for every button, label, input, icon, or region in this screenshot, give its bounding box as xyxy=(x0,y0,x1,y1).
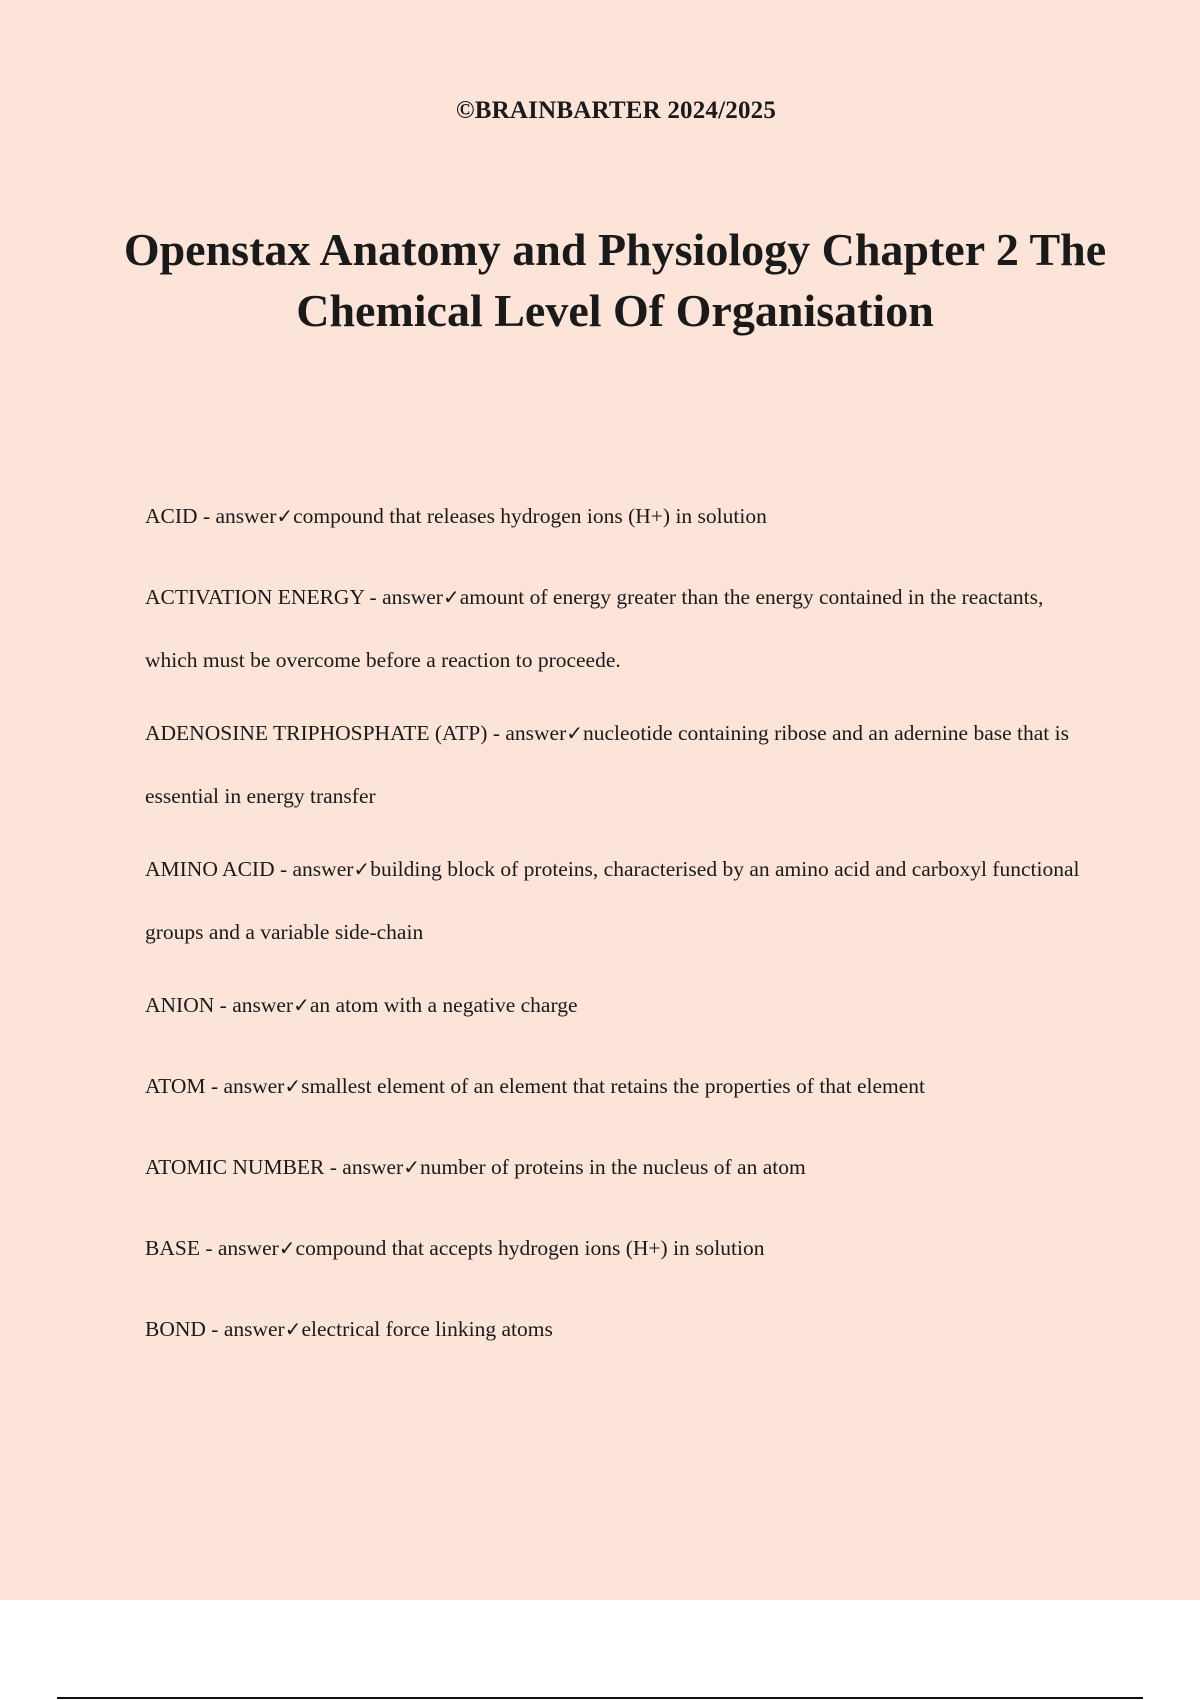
entry-term: ANION xyxy=(145,993,215,1017)
glossary-entry-base xyxy=(145,1217,1090,1280)
check-icon: ✓ xyxy=(566,721,584,745)
glossary-entry-amino-acid xyxy=(145,838,1090,964)
footer-rule xyxy=(57,1697,1143,1699)
entry-term: BASE xyxy=(145,1236,200,1260)
entry-definition: smallest element of an element that retains the properties of that element xyxy=(301,1074,925,1098)
glossary-entry-atom xyxy=(145,1055,1090,1118)
entry-term: BOND xyxy=(145,1317,206,1341)
glossary-entry-bond xyxy=(145,1298,1090,1361)
page-title: Openstax Anatomy and Physiology Chapter 2 The Chemical Level Of Organisation xyxy=(123,224,1107,336)
entry-definition: building block of proteins, characterised by an amino acid and carboxyl functional groups and a variable side-chain xyxy=(145,857,1080,944)
check-icon: ✓ xyxy=(284,1074,302,1098)
entry-term: AMINO ACID xyxy=(145,857,275,881)
entry-separator: - answer xyxy=(214,993,294,1017)
entry-separator: - answer xyxy=(364,585,443,609)
check-icon: ✓ xyxy=(403,1155,420,1179)
entry-term: ACID xyxy=(145,504,198,528)
glossary-entry-atp xyxy=(145,702,1090,828)
glossary-entry-acid xyxy=(145,485,1090,548)
check-icon: ✓ xyxy=(442,585,460,609)
entry-separator: - answer xyxy=(274,857,354,881)
entry-term: ACTIVATION ENERGY xyxy=(145,585,365,609)
copyright-header: ©BRAINBARTER 2024/2025 xyxy=(455,97,777,124)
check-icon: ✓ xyxy=(284,1317,302,1341)
entry-separator: - answer xyxy=(324,1155,404,1179)
glossary-entry-atomic-number xyxy=(145,1136,1090,1199)
entry-definition: number of proteins in the nucleus of an atom xyxy=(419,1155,806,1179)
entry-separator: - answer xyxy=(205,1317,285,1341)
check-icon: ✓ xyxy=(276,504,294,528)
entry-term: ADENOSINE TRIPHOSPHATE (ATP) xyxy=(145,721,488,745)
entry-definition: amount of energy greater than the energy contained in the reactants, which must be overcome before a reaction to proceede. xyxy=(145,585,1044,672)
entry-definition: electrical force linking atoms xyxy=(301,1317,553,1341)
entry-definition: compound that releases hydrogen ions (H+) in solution xyxy=(293,504,767,528)
entry-term: ATOMIC NUMBER xyxy=(145,1155,325,1179)
check-icon: ✓ xyxy=(278,1236,296,1260)
check-icon: ✓ xyxy=(293,993,310,1017)
entry-separator: - answer xyxy=(205,1074,285,1098)
entry-separator: - answer xyxy=(199,1236,279,1260)
glossary-entry-anion xyxy=(145,974,1090,1037)
check-icon: ✓ xyxy=(353,857,371,881)
entry-term: ATOM xyxy=(145,1074,206,1098)
glossary-entry-activation-energy xyxy=(145,566,1090,692)
entry-separator: - answer xyxy=(197,504,277,528)
entry-definition: nucleotide containing ribose and an adernine base that is essential in energy transfer xyxy=(145,721,1069,808)
entry-definition: an atom with a negative charge xyxy=(309,993,578,1017)
entry-definition: compound that accepts hydrogen ions (H+) in solution xyxy=(295,1236,765,1260)
entry-separator: - answer xyxy=(487,721,567,745)
glossary-list xyxy=(145,485,1090,1379)
